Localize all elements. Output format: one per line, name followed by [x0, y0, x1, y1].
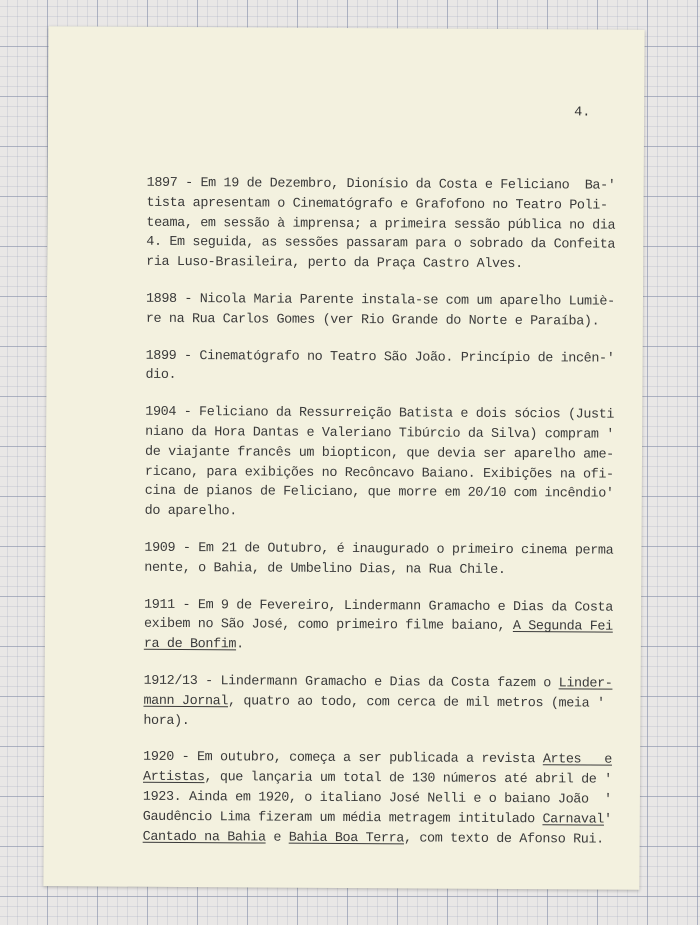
text-segment: re na Rua Carlos Gomes (ver Rio Grande do Norte e Paraíba). — [145, 311, 600, 330]
page-number: 4. — [574, 105, 591, 121]
chronology-entry — [144, 403, 615, 525]
text-segment: dio. — [145, 368, 177, 384]
text-line — [144, 635, 590, 658]
text-segment: ria Luso-Brasileira, perto da Praça Castro Alves. — [146, 254, 523, 273]
text-segment: . — [236, 637, 244, 653]
text-segment: ricano, para exibições no Recôncavo Baiano. Exibições na ofi- — [144, 464, 614, 483]
text-line — [142, 827, 604, 850]
text-line — [145, 346, 615, 369]
text-line — [143, 615, 613, 638]
underlined-title: Linder- — [558, 676, 613, 692]
text-segment: 1923. Ainda em 1920, o italiano José Nelli e o baiano João ' — [142, 789, 612, 808]
text-line — [143, 711, 589, 734]
text-segment: niano da Hora Dantas e Valeriano Tibúrcio da Silva) compram ' — [145, 424, 615, 443]
underlined-title: mann Jornal — [143, 693, 229, 710]
text-line — [146, 233, 616, 256]
text-line — [144, 559, 590, 582]
text-segment: e — [265, 830, 289, 846]
text-line — [146, 174, 616, 197]
text-segment: 1904 - Feliciano da Ressurreição Batista e dois sócios (Justi — [145, 404, 615, 423]
underlined-title: A Segunda Fei — [512, 619, 613, 635]
text-segment: 1912/13 - Lindermann Gramacho e Dias da Costa fazem o — [143, 673, 559, 692]
text-segment: teama, em sessão à imprensa; a primeira sessão pública no dia — [146, 215, 616, 234]
text-line — [145, 366, 591, 389]
text-line — [143, 748, 613, 771]
text-segment: tista apresentam o Cinematógrafo e Grafofono no Teatro Poli- — [146, 195, 608, 214]
text-line — [144, 482, 614, 505]
chronology-entry — [143, 672, 613, 734]
text-line — [143, 692, 605, 715]
text-segment: 4. Em seguida, as sessões passaram para o sobrado da Confeita — [146, 235, 616, 254]
underlined-title: Artistas — [142, 769, 205, 786]
text-segment: , com texto de Afonso Rui. — [403, 830, 604, 848]
text-segment: 1909 - Em 21 de Outubro, é inaugurado o primeiro cinema perma — [144, 540, 614, 559]
document-page — [43, 26, 644, 890]
underlined-title: Cantado na Bahia — [142, 829, 266, 846]
text-segment: Gaudêncio Lima fizeram um média metragem intitulado — [142, 809, 543, 827]
text-line — [145, 310, 600, 333]
chronology-entry — [144, 539, 614, 581]
text-segment: de viajante francês um biopticon, que devia ser aparelho ame- — [144, 444, 614, 463]
text-line — [145, 502, 591, 525]
text-line — [145, 403, 615, 426]
text-segment: exibem no São José, como primeiro filme baiano, — [143, 617, 513, 635]
underlined-title: Carnaval — [542, 811, 605, 828]
text-segment: 1898 - Nicola Maria Parente instala-se com um aparelho Lumiè- — [145, 291, 615, 310]
text-line — [144, 443, 614, 466]
text-line — [142, 807, 612, 830]
text-line — [144, 462, 614, 485]
text-line — [145, 423, 615, 446]
text-segment: do aparelho. — [144, 503, 237, 520]
text-line — [142, 788, 612, 811]
chronology-entry — [145, 346, 615, 388]
chronology-entry — [143, 595, 613, 657]
document-body — [142, 174, 616, 867]
text-segment: hora). — [143, 713, 190, 729]
text-line — [146, 253, 592, 276]
text-line — [146, 213, 616, 236]
text-line — [144, 595, 613, 618]
chronology-entry — [142, 748, 613, 850]
chronology-entry — [145, 290, 615, 332]
text-line — [143, 672, 613, 695]
text-line — [142, 768, 612, 791]
underlined-title: Artes e — [542, 752, 613, 768]
text-segment: , que lançaria um total de 130 números até abril de ' — [204, 770, 612, 788]
text-line — [144, 539, 614, 562]
text-segment: 1897 - Em 19 de Dezembro, Dionísio da Costa e Feliciano Ba-' — [146, 175, 616, 194]
text-line — [145, 290, 615, 313]
text-segment: 1911 - Em 9 de Fevereiro, Lindermann Gramacho e Dias da Costa — [144, 597, 613, 616]
underlined-title: ra de Bonfim — [143, 636, 237, 653]
text-segment: nente, o Bahia, de Umbelino Dias, na Rua Chile. — [144, 560, 506, 578]
chronology-entry — [146, 174, 616, 276]
text-line — [146, 194, 608, 217]
text-segment: 1920 - Em outubro, começa a ser publicada a revista — [143, 750, 543, 768]
text-segment: ' — [603, 812, 612, 828]
text-segment: 1899 - Cinematógrafo no Teatro São João. Princípio de incên-' — [145, 348, 615, 367]
text-segment: cina de pianos de Feliciano, que morre em 20/10 com incêndio' — [144, 484, 614, 503]
underlined-title: Bahia Boa Terra — [288, 830, 405, 846]
text-segment: , quatro ao todo, com cerca de mil metros (meia ' — [228, 694, 605, 712]
